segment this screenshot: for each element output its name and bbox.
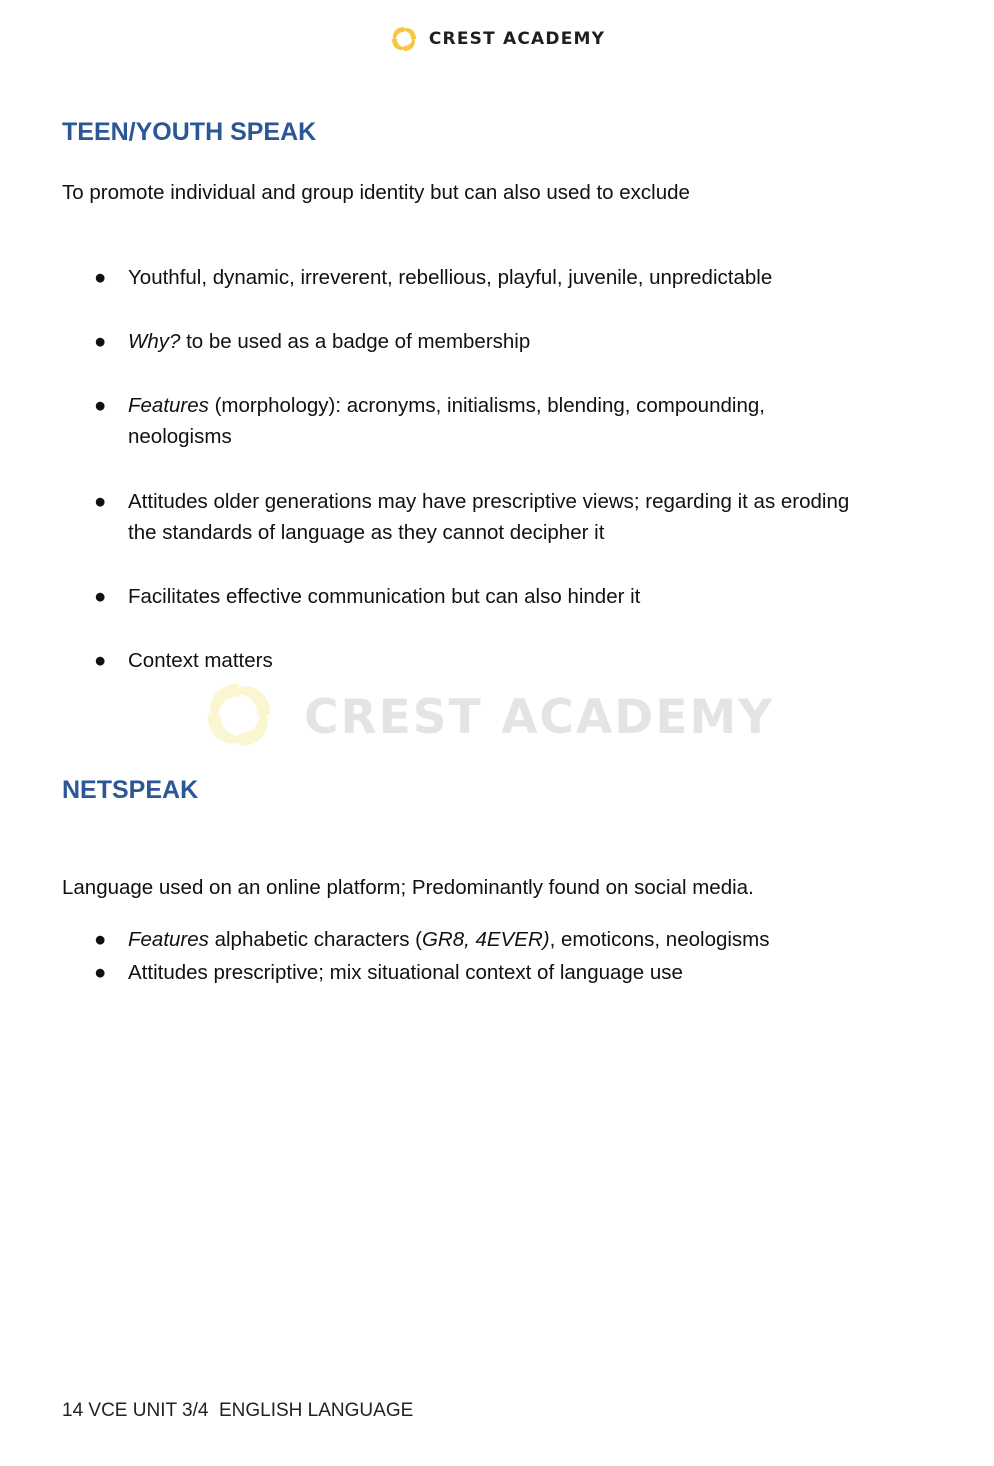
bullet-icon: ● (94, 928, 107, 951)
list-item-text: Youthful, dynamic, irreverent, rebellious, playful, juvenile, unpredictable (128, 266, 773, 289)
list-item-example: GR8, 4EVER) (421, 928, 550, 951)
list-item (94, 645, 854, 676)
bullet-icon: ● (94, 394, 107, 417)
brand-name: CREST ACADEMY (428, 29, 606, 49)
bullet-icon: ● (94, 490, 107, 513)
list-item-lead: Features (128, 928, 209, 951)
list-item (94, 326, 854, 357)
list-item-text: Attitudes older generations may have prescriptive views; regarding it as eroding the standards of language as they cannot decipher it (128, 490, 850, 544)
list-item-text: Context matters (128, 649, 273, 672)
bullet-icon: ● (94, 961, 107, 984)
list-item-body: (morphology): acronyms, initialisms, blending, compounding, neologisms (128, 394, 765, 448)
list-item (94, 957, 854, 988)
page-header (0, 24, 994, 54)
bullet-icon: ● (94, 266, 107, 289)
section-title-netspeak: NETSPEAK (62, 776, 199, 804)
list-item-lead: Features (128, 394, 209, 417)
list-item-text: Attitudes prescriptive; mix situational context of language use (128, 961, 683, 984)
list-item-body: , emoticons, neologisms (549, 928, 770, 951)
list-item (94, 581, 854, 612)
list-item-text: Facilitates effective communication but can also hinder it (128, 585, 641, 608)
list-item (94, 390, 854, 452)
crest-logo-icon (389, 24, 419, 54)
bullet-icon: ● (94, 330, 107, 353)
list-item (94, 486, 854, 548)
watermark-logo-icon (200, 676, 278, 759)
watermark (200, 676, 774, 759)
list-item (94, 924, 854, 955)
section-intro: To promote individual and group identity but can also used to exclude (62, 181, 690, 204)
section-title-teen-youth-speak: TEEN/YOUTH SPEAK (62, 118, 317, 146)
list-item-body: to be used as a badge of membership (180, 330, 531, 353)
list-item-lead: Why? (128, 330, 181, 353)
bullet-icon: ● (94, 585, 107, 608)
list-item-text (128, 390, 854, 452)
page-footer: 14 VCE UNIT 3/4 ENGLISH LANGUAGE (62, 1400, 414, 1421)
list-item-text (128, 924, 854, 955)
list-item-body: alphabetic characters ( (208, 928, 422, 951)
bullet-icon: ● (94, 649, 107, 672)
list-item (94, 262, 854, 293)
section-intro: Language used on an online platform; Predominantly found on social media. (62, 876, 754, 899)
watermark-text: CREST ACADEMY (304, 690, 775, 745)
list-item-text (128, 326, 854, 357)
